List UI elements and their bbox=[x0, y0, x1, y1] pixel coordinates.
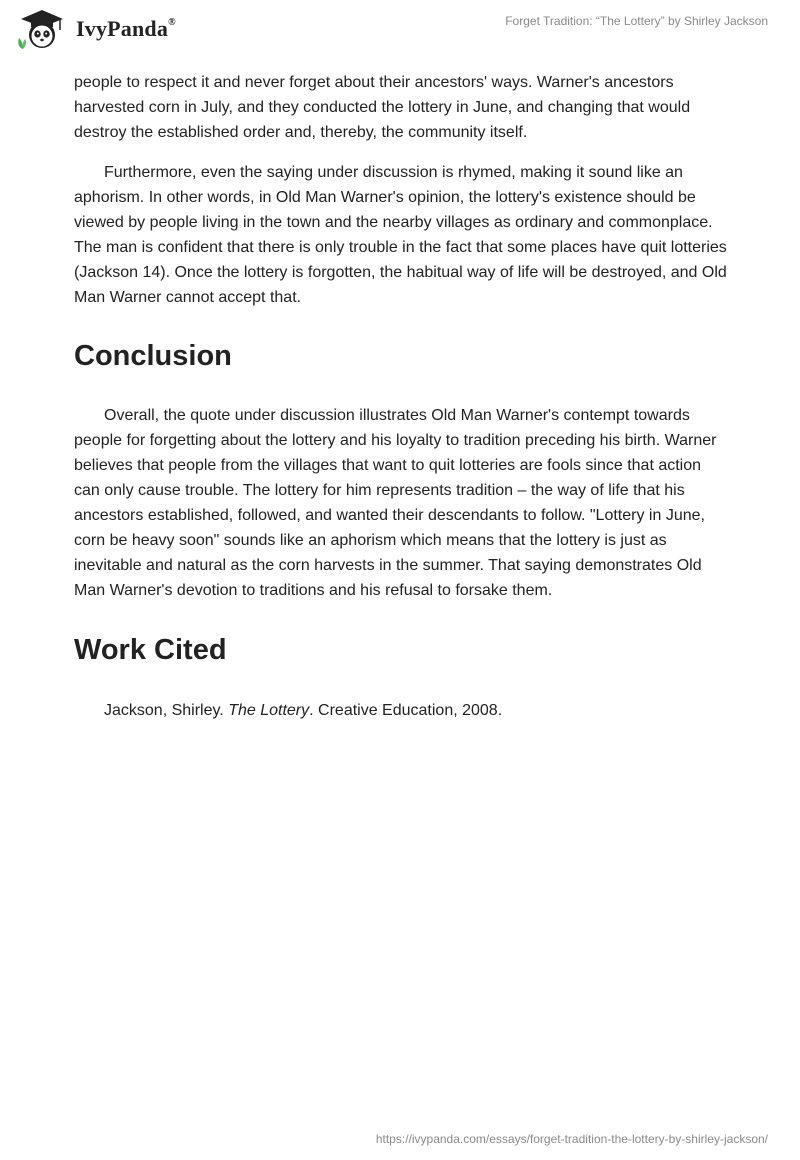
paragraph: Furthermore, even the saying under discussion is rhymed, making it sound like an aphorism. In other words, in Old Man Warner's opinion, the lottery's existence should be viewed by people living in the town and the nearby villages as ordinary and commonplace. The man is confident that there is only trouble in the fact that some places have quit lotteries (Jackson 14). Once the lottery is forgotten, the habitual way of life will be destroyed, and Old Man Warner cannot accept that. bbox=[74, 164, 727, 306]
essay-content bbox=[74, 70, 728, 723]
brand-logo[interactable] bbox=[13, 8, 176, 50]
document-title: Forget Tradition: “The Lottery” by Shirley Jackson bbox=[505, 14, 768, 28]
paragraph: Overall, the quote under discussion illustrates Old Man Warner's contempt towards people for forgetting about the lottery and his loyalty to tradition preceding his birth. Warner believes that people from the villages that want to quit lotteries are fools since that action can only cause trouble. The lottery for him represents tradition – the way of life that his ancestors established, followed, and wanted their descendants to follow. "Lottery in June, corn be heavy soon" sounds like an aphorism which means that the lottery is just as inevitable and natural as the corn harvests in the summer. That saying demonstrates Old Man Warner's devotion to traditions and his refusal to forsake them. bbox=[74, 407, 717, 599]
panda-icon bbox=[13, 8, 71, 50]
conclusion-heading: Conclusion bbox=[74, 340, 232, 372]
work-cited-heading: Work Cited bbox=[74, 634, 227, 666]
citation-entry: Jackson, Shirley. The Lottery. Creative Education, 2008. bbox=[104, 702, 503, 719]
brand-name: IvyPanda® bbox=[76, 16, 176, 41]
paragraph: people to respect it and never forget about their ancestors' ways. Warner's ancestors harvested corn in July, and they conducted the lottery in June, and changing that would destroy the established order and, thereby, the community itself. bbox=[74, 74, 691, 141]
source-url-link[interactable]: https://ivypanda.com/essays/forget-tradition-the-lottery-by-shirley-jackson/ bbox=[375, 1132, 768, 1146]
